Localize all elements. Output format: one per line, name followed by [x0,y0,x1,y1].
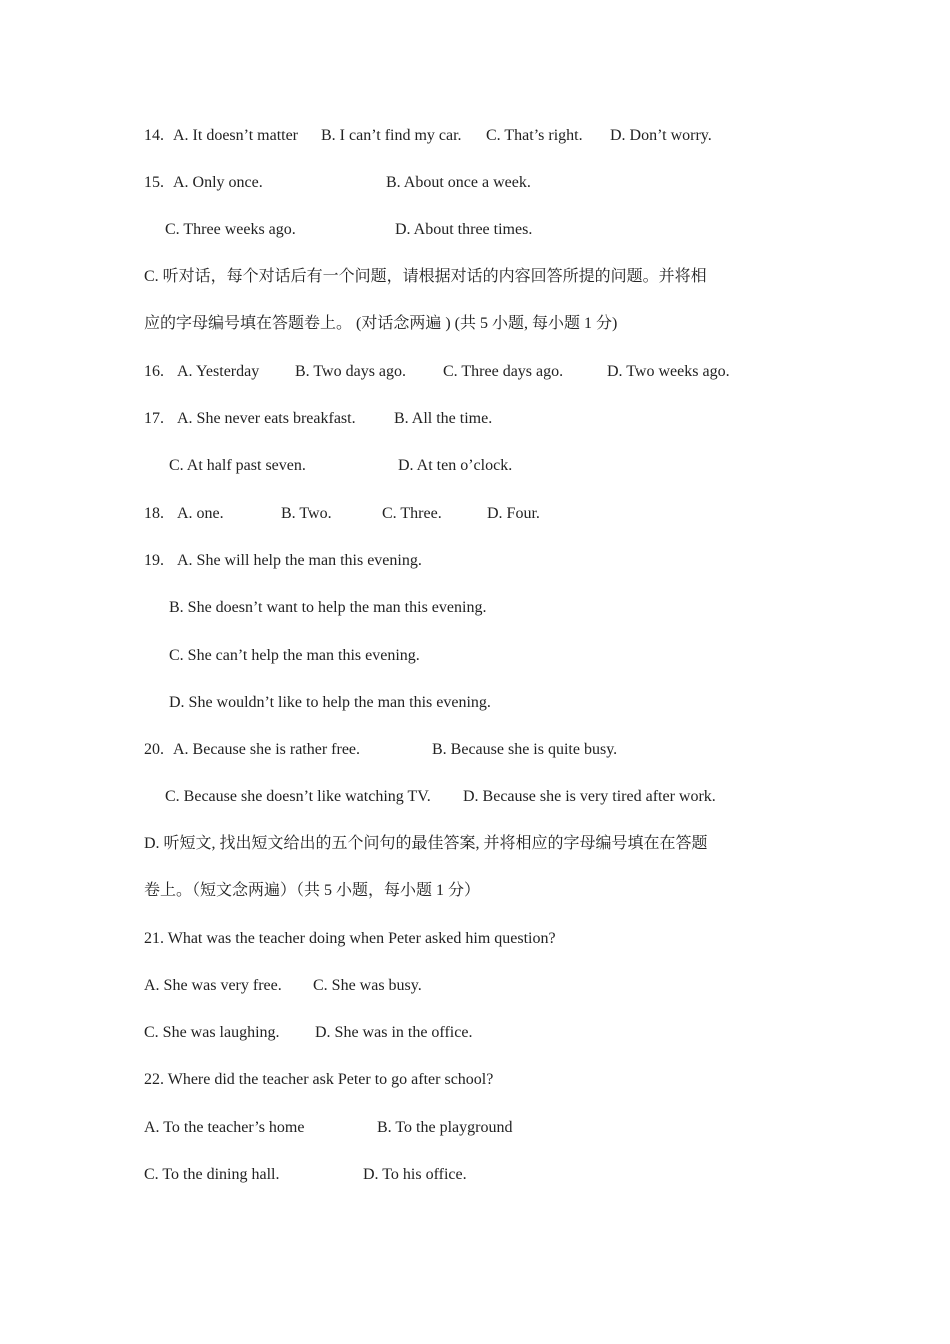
option-d: D. Two weeks ago. [607,363,730,380]
option-a: A. Only once. [173,174,263,191]
option-b: B. She doesn’t want to help the man this evening. [169,599,487,616]
option-c: C. Three. [382,505,442,522]
question-22: 22. Where did the teacher ask Peter to go after school? [144,1071,494,1088]
option-a: A. It doesn’t matter [173,127,299,144]
option-b: B. Because she is quite busy. [432,741,618,758]
option-a: A. To the teacher’s home [144,1119,305,1136]
question-number: 20. [144,741,164,758]
option-a: A. Yesterday [177,363,260,380]
option-d: D. Don’t worry. [610,127,712,144]
option-b: B. I can’t find my car. [321,127,462,144]
question-21: 21. What was the teacher doing when Peter asked him question? [144,930,556,947]
option-b: B. All the time. [394,410,493,427]
option-d: D. To his office. [363,1166,467,1183]
option-c: C. Because she doesn’t like watching TV. [165,788,431,805]
section-d-instructions-cont: 卷上。（短文念两遍）（共 5 小题，每小题 1 分） [144,882,481,899]
option-a: A. Because she is rather free. [173,741,361,758]
option-c: C. She was laughing. [144,1024,280,1041]
option-d: D. Because she is very tired after work. [463,788,716,805]
question-number: 14. [144,127,164,144]
option-c: C. She can’t help the man this evening. [169,647,420,664]
option-b: B. Two days ago. [295,363,407,380]
option-c: C. Three weeks ago. [165,221,296,238]
option-a: A. She never eats breakfast. [177,410,356,427]
option-d: D. She was in the office. [315,1024,473,1041]
section-c-instructions-cont: 应的字母编号填在答题卷上。 (对话念两遍 ) (共 5 小题, 每小题 1 分) [144,315,618,332]
option-b: C. She was busy. [313,977,422,994]
section-d-instructions: D. 听短文, 找出短文给出的五个问句的最佳答案, 并将相应的字母编号填在在答题 [144,835,708,852]
option-c: C. To the dining hall. [144,1166,280,1183]
question-number: 16. [144,363,164,380]
option-d: D. About three times. [395,221,533,238]
question-number: 18. [144,505,164,522]
option-b: B. About once a week. [386,174,531,191]
option-d: D. Four. [487,505,540,522]
option-b: B. Two. [281,505,332,522]
option-d: D. She wouldn’t like to help the man this evening. [169,694,491,711]
option-c: C. Three days ago. [443,363,564,380]
option-b: B. To the playground [377,1119,513,1136]
option-c: C. That’s right. [486,127,583,144]
question-number: 19. [144,552,164,569]
option-a: A. one. [177,505,224,522]
option-c: C. At half past seven. [169,457,306,474]
option-d: D. At ten o’clock. [398,457,513,474]
question-number: 17. [144,410,164,427]
section-c-instructions: C. 听对话，每个对话后有一个问题，请根据对话的内容回答所提的问题。并将相 [144,268,707,285]
option-a: A. She will help the man this evening. [177,552,422,569]
question-number: 15. [144,174,164,191]
option-a: A. She was very free. [144,977,282,994]
